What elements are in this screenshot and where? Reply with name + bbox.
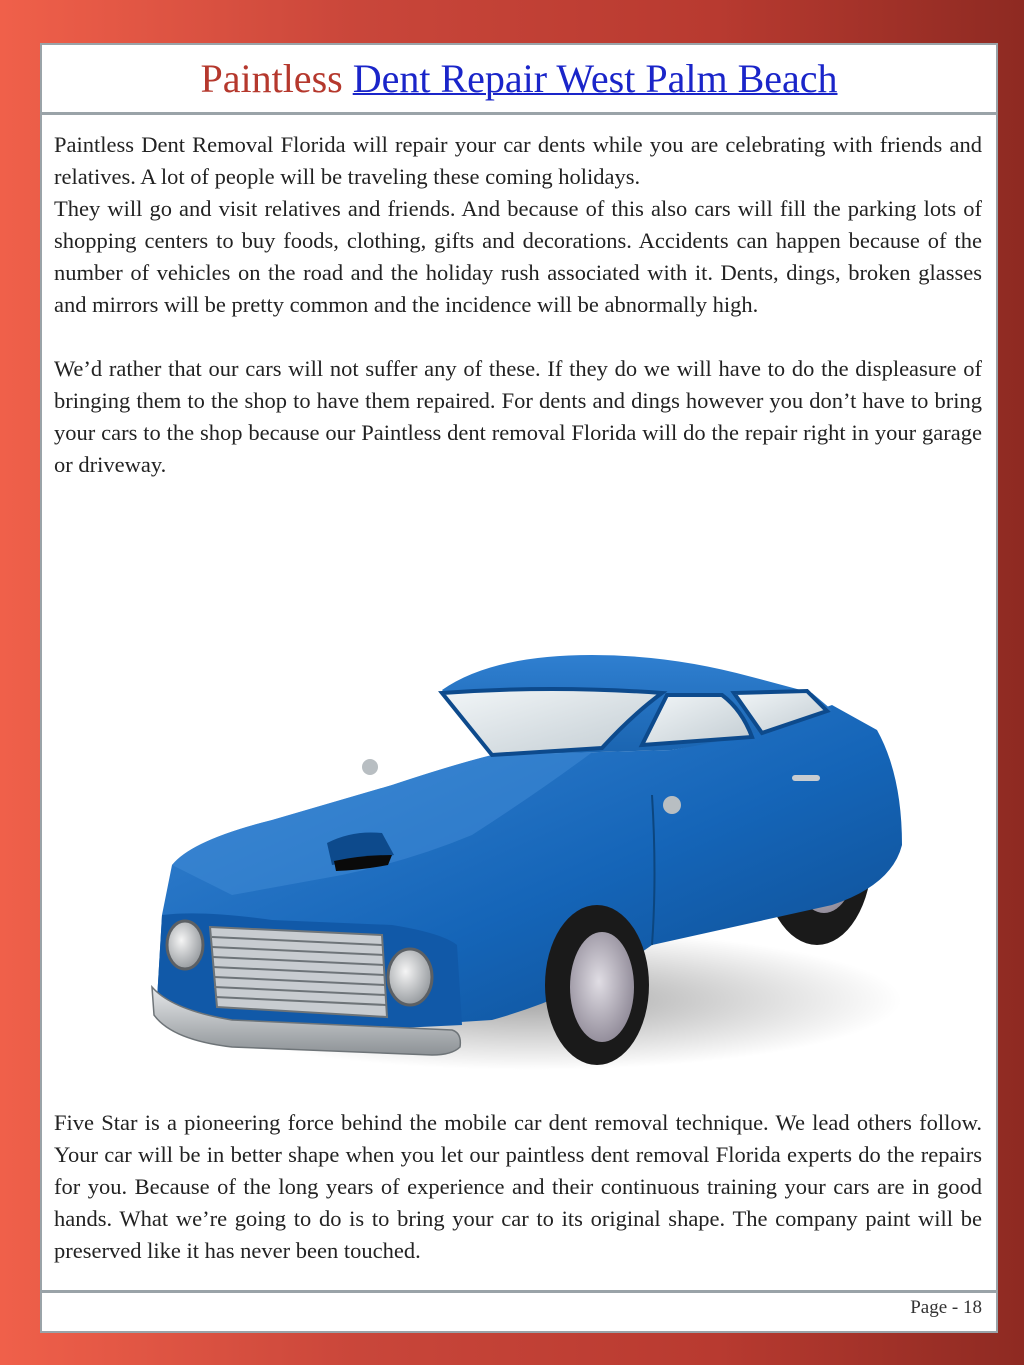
car-illustration [112,615,952,1075]
page-title [42,53,996,105]
page-number: Page - 18 [910,1297,982,1318]
paragraph-1: Paintless Dent Removal Florida will repair your car dents while you are celebrating with friends and relatives. A lot of people will be traveling these coming holidays. [54,132,982,189]
intro-text [54,129,982,481]
paragraph-2: They will go and visit relatives and friends. And because of this also cars will fill the parking lots of shopping centers to buy foods, clothing, gifts and decorations. Accidents can happen because of the number of vehicles on the road and the holiday rush associated with it. Dents, dings, broken glasses and mirrors will be pretty common and the incidence will be abnormally high. [54,196,982,317]
title-box [42,45,996,115]
title-plain: Paintless [200,56,343,101]
car-image [112,615,952,1075]
page-frame [40,43,998,1333]
paragraph-4: Five Star is a pioneering force behind the mobile car dent removal technique. We lead others follow. Your car will be in better shape when you let our paintless dent removal Florida experts do the repairs for you. Because of the long years of experience and their continuous training your cars are in good hands. What we’re going to do is to bring your car to its original shape. The company paint will be preserved like it has never been touched. [54,1110,982,1263]
footer-divider [42,1290,996,1293]
title-link[interactable]: Dent Repair West Palm Beach [352,56,838,101]
paragraph-3: We’d rather that our cars will not suffer any of these. If they do we will have to do the displeasure of bringing them to the shop to have them repaired. For dents and dings however you don’t have to bring your cars to the shop because our Paintless dent removal Florida will do the repair right in your garage or driveway. [54,356,982,477]
closing-text [54,1107,982,1267]
